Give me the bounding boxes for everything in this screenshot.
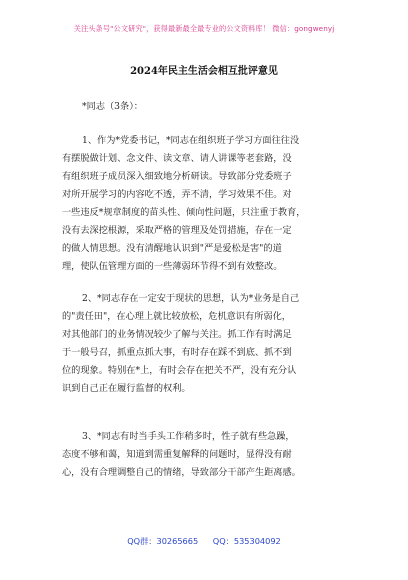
paragraph-2	[62, 290, 362, 398]
paragraph-line: 的做人情思想。没有清醒地认识到"严是爱松是害"的道	[62, 243, 282, 254]
footer-qq-group[interactable]: QQ群：30265665	[127, 536, 199, 546]
paragraph-line: 于一般号召，抓重点抓大事，有时存在踩不到底、抓不到	[62, 347, 292, 358]
paragraph-line: 有摆脱做计划、念文件、读文章、请人讲课等老套路，没	[62, 153, 292, 164]
paragraph-line: 识到自己正在履行监督的权利。	[62, 383, 191, 394]
paragraph-line: 一些违反*规章制度的苗头性、倾向性问题，只注重于教育，	[62, 207, 306, 218]
paragraph-line: 2、*同志存在一定安于现状的思想，认为*业务是自己	[82, 293, 300, 304]
paragraph-line: 对所开展学习的内容吃不透，弄不清，学习效果不佳。对	[62, 189, 292, 200]
paragraph-line: 有组织班子成员深入细致地分析研读。导致部分党委班子	[62, 171, 292, 182]
paragraph-3	[62, 428, 362, 482]
section-heading: *同志（3条）：	[82, 101, 143, 112]
paragraph-line: 3、*同志有时当手头工作稍多时，性子就有些急躁，	[82, 431, 295, 442]
paragraph-line: 态度不够和蔼，知道到需重复解释的问题时，显得没有耐	[62, 449, 292, 460]
paragraph-line: 理，使队伍管理方面的一些薄弱环节得不到有效整改。	[62, 261, 283, 272]
section-heading-block	[62, 98, 362, 116]
paragraph-line: 没有去深挖根源，采取严格的管理及处罚措施，存在一定	[62, 225, 292, 236]
paragraph-1	[62, 132, 362, 276]
document-title: 2024年民主生活会相互批评意见	[130, 66, 278, 77]
header-banner[interactable]: 关注头条号"公文研究"，获得最新最全最专业的公文资料库！ 微信：gongwenyj	[73, 24, 335, 33]
paragraph-line: 心，没有合理调整自己的情绪，导致部分干部产生距离感。	[62, 467, 301, 478]
paragraph-line: 对其他部门的业务情况较少了解与关注。抓工作有时满足	[62, 329, 292, 340]
paragraph-line: 位的现象。特别在*上，有时会存在把关不严，没有充分认	[62, 365, 297, 376]
paragraph-line: 的"责任田"，在心理上就比较放松，危机意识有所弱化，	[62, 311, 291, 322]
paragraph-line: 1、作为*党委书记，*同志在组织班子学习方面往往没	[82, 135, 300, 146]
footer-contacts	[0, 536, 408, 547]
footer-qq[interactable]: QQ：535304092	[212, 536, 281, 546]
